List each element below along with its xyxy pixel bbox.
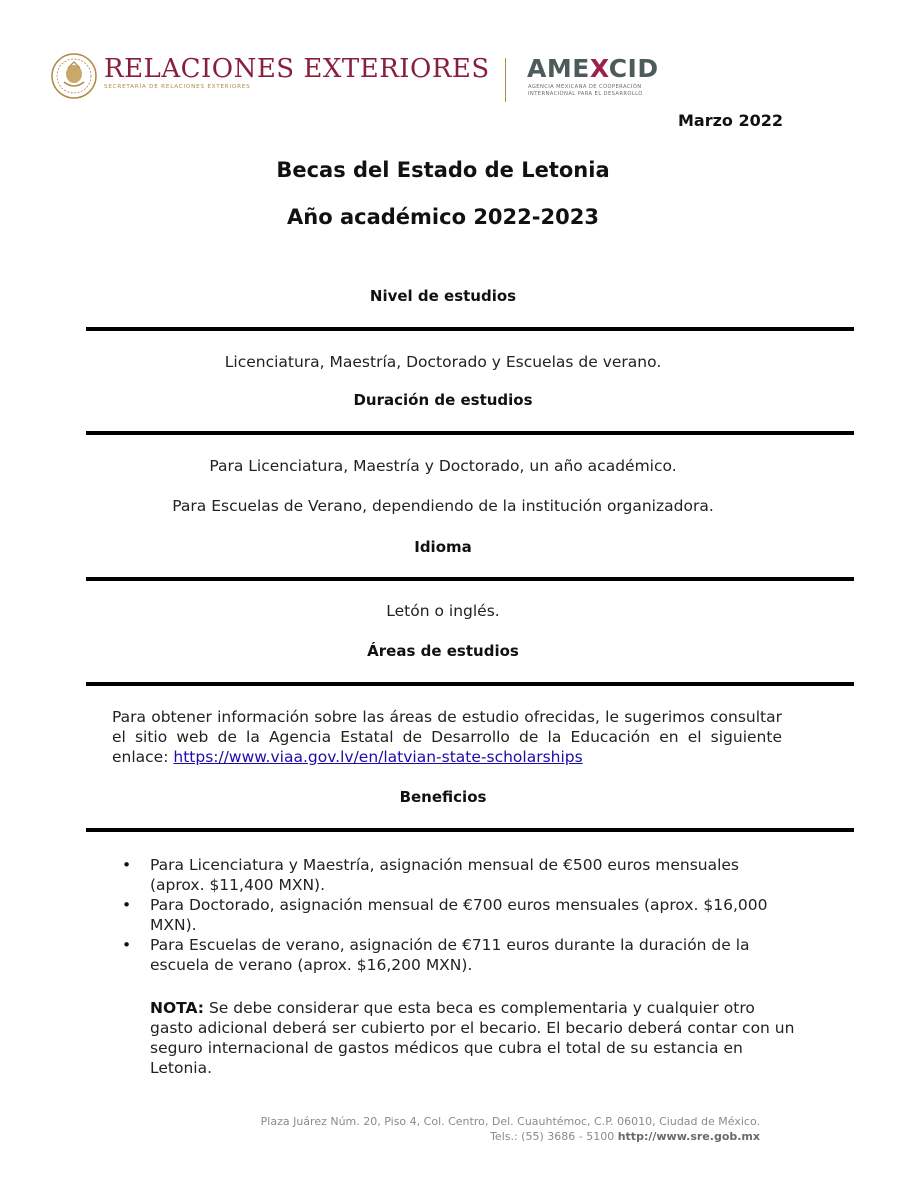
agency-subtitle-line1: AGENCIA MEXICANA DE COOPERACIÓN bbox=[528, 84, 642, 90]
benefits-list bbox=[122, 855, 792, 975]
section-divider bbox=[86, 327, 854, 331]
duracion-text-1: Para Licenciatura, Maestría y Doctorado, un año académico. bbox=[209, 457, 677, 475]
agency-name-part1: AME bbox=[527, 54, 590, 83]
section-divider bbox=[86, 682, 854, 686]
org-subtitle: SECRETARÍA DE RELACIONES EXTERIORES bbox=[104, 84, 251, 90]
section-divider bbox=[86, 431, 854, 435]
duracion-text-2: Para Escuelas de Verano, dependiendo de la institución organizadora. bbox=[172, 497, 714, 515]
list-item: • Para Licenciatura y Maestría, asignación mensual de €500 euros mensuales (aprox. $11,400 MXN). bbox=[122, 855, 792, 895]
document-subtitle: Año académico 2022-2023 bbox=[287, 205, 599, 229]
areas-text: Para obtener información sobre las áreas de estudio ofrecidas, le sugerimos consultar el sitio web de la Agencia Estatal de Desarrollo de la Educación en el siguiente enlace: bbox=[112, 708, 782, 766]
areas-paragraph bbox=[112, 707, 782, 767]
list-item: • Para Escuelas de verano, asignación de €711 euros durante la duración de la escuela de verano (aprox. $16,200 MXN). bbox=[122, 935, 792, 975]
idioma-text: Letón o inglés. bbox=[386, 602, 500, 620]
areas-link[interactable]: https://www.viaa.gov.lv/en/latvian-state-scholarships bbox=[173, 748, 583, 766]
agency-subtitle-line2: INTERNACIONAL PARA EL DESARROLLO bbox=[528, 91, 643, 97]
nivel-text: Licenciatura, Maestría, Doctorado y Escuelas de verano. bbox=[224, 353, 662, 371]
section-heading-idioma: Idioma bbox=[414, 538, 472, 556]
section-divider bbox=[86, 577, 854, 581]
sre-seal-logo bbox=[50, 52, 98, 100]
agency-name-part2: CID bbox=[608, 54, 659, 83]
agency-name bbox=[527, 54, 659, 83]
section-divider bbox=[86, 828, 854, 832]
nota-label: NOTA: bbox=[150, 999, 205, 1017]
nota-text: Se debe considerar que esta beca es complementaria y cualquier otro gasto adicional deberá ser cubierto por el becario. El becario deberá contar con un seguro internacional de gastos médicos que cubra el total de su estancia en Letonia. bbox=[150, 999, 795, 1077]
footer-address: Plaza Juárez Núm. 20, Piso 4, Col. Centro, Del. Cuauhtémoc, C.P. 06010, Ciudad de México. bbox=[260, 1115, 760, 1128]
org-name: RELACIONES EXTERIORES bbox=[104, 54, 490, 84]
footer-phone: Tels.: (55) 3686 - 5100 bbox=[490, 1130, 618, 1143]
list-item: • Para Doctorado, asignación mensual de €700 euros mensuales (aprox. $16,000 MXN). bbox=[122, 895, 792, 935]
section-heading-areas: Áreas de estudios bbox=[367, 642, 519, 660]
agency-name-x-mark: X bbox=[589, 54, 609, 83]
header-divider bbox=[505, 58, 506, 102]
document-date: Marzo 2022 bbox=[677, 111, 783, 130]
document-title: Becas del Estado de Letonia bbox=[276, 158, 610, 182]
section-heading-beneficios: Beneficios bbox=[399, 788, 487, 806]
footer-website: http://www.sre.gob.mx bbox=[617, 1130, 760, 1143]
nota-paragraph bbox=[150, 998, 800, 1078]
footer-contact bbox=[490, 1130, 760, 1143]
section-heading-duracion: Duración de estudios bbox=[353, 391, 533, 409]
section-heading-nivel: Nivel de estudios bbox=[369, 287, 517, 305]
agency-subtitle bbox=[528, 84, 643, 98]
